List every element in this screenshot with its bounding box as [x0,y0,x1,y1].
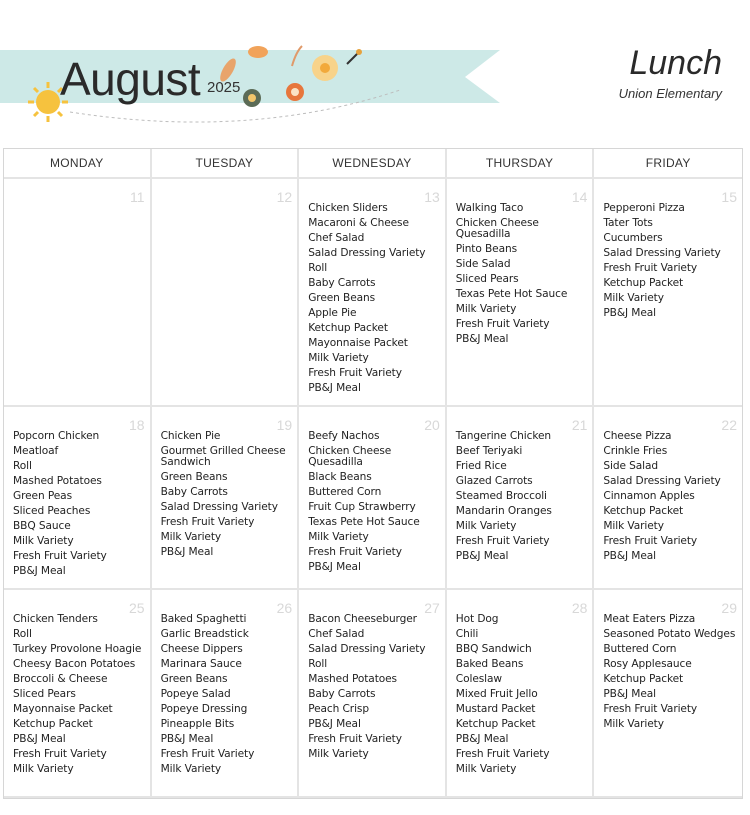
blossom-icon [286,83,304,101]
menu-item-list [603,614,736,730]
menu-item: Chef Salad [308,232,365,244]
bud-icon [248,46,268,58]
menu-item: Walking Taco [455,202,524,214]
menu-item: PB&J Meal [308,382,361,394]
menu-item: Popeye Dressing [160,703,248,715]
menu-item: Chicken Cheese Quesadilla [308,445,392,468]
menu-item: Fresh Fruit Variety [308,367,402,379]
menu-item: Pepperoni Pizza [603,202,685,214]
day-number: 20 [424,417,440,433]
menu-item: Fruit Cup Strawberry [308,501,416,513]
menu-item: Fresh Fruit Variety [455,748,550,760]
menu-item: Fresh Fruit Variety [13,748,107,760]
day-cell [4,590,152,798]
menu-item: Hot Dog [455,613,499,625]
day-number: 19 [276,417,293,433]
calendar-header [0,0,750,140]
menu-item: Green Beans [160,673,228,685]
day-number: 25 [129,600,145,616]
menu-item: Chef Salad [308,628,365,640]
menu-item: Roll [308,262,328,274]
menu-item: Texas Pete Hot Sauce [308,516,420,528]
menu-item: Black Beans [308,471,372,483]
day-cell [4,179,152,407]
menu-item-list [161,431,292,558]
day-number: 21 [571,417,588,433]
menu-item: Mustard Packet [455,703,536,715]
menu-item: Buttered Corn [308,486,382,498]
menu-item: Milk Variety [308,352,369,364]
weekday-header: MONDAY [4,149,152,179]
menu-item: PB&J Meal [308,718,361,730]
day-cell [299,407,447,590]
menu-item: Ketchup Packet [455,718,536,730]
day-cell [447,179,595,407]
menu-item-list [161,614,292,775]
menu-item: Cucumbers [603,232,663,244]
menu-item: Macaroni & Cheese [308,217,409,229]
menu-item: PB&J Meal [603,688,656,700]
menu-item: Side Salad [603,460,659,472]
menu-item-list [308,431,439,573]
menu-item: Cheese Pizza [603,430,672,442]
menu-item: Apple Pie [308,307,357,319]
menu-item: Mayonnaise Packet [13,703,113,715]
weekday-header: WEDNESDAY [299,149,447,179]
day-cell [299,179,447,407]
menu-item: Sliced Pears [455,273,519,285]
menu-item: Gourmet Grilled Cheese Sandwich [160,445,286,468]
flower-icon [312,55,338,81]
menu-item: Roll [308,658,328,670]
menu-item: Popcorn Chicken [13,430,100,442]
menu-item-list [13,614,144,775]
menu-item: Ketchup Packet [603,673,684,685]
menu-item: Green Beans [308,292,376,304]
day-number: 12 [276,189,293,205]
menu-item: Meatloaf [13,445,59,457]
menu-item: Salad Dressing Variety [603,247,721,259]
menu-type-title: Lunch [629,44,722,82]
menu-item: Roll [13,628,32,640]
menu-item: Baked Spaghetti [160,613,247,625]
day-number: 15 [721,189,737,205]
menu-item: Cheese Dippers [160,643,243,655]
menu-item: Cheesy Bacon Potatoes [13,658,136,670]
menu-item: Turkey Provolone Hoagie [13,643,142,655]
dark-flower-icon [243,89,261,107]
menu-item: Milk Variety [160,763,222,775]
menu-item: PB&J Meal [455,333,509,345]
menu-item: PB&J Meal [603,307,656,319]
menu-item: PB&J Meal [455,550,509,562]
menu-item: Bacon Cheeseburger [308,613,417,625]
menu-item: Baby Carrots [160,486,228,498]
menu-item: Tangerine Chicken [455,430,552,442]
day-cell [4,407,152,590]
menu-item: BBQ Sandwich [455,643,532,655]
menu-item: Cinnamon Apples [603,490,695,502]
menu-item: Salad Dressing Variety [603,475,721,487]
menu-item: Fresh Fruit Variety [603,262,698,274]
menu-item: Chili [455,628,479,640]
menu-item-list [456,431,587,562]
menu-item: Green Peas [13,490,72,502]
menu-item-list [13,431,144,577]
menu-item: Mixed Fruit Jello [455,688,538,700]
menu-item: Sliced Pears [13,688,76,700]
menu-item: Milk Variety [455,303,517,315]
menu-item: Glazed Carrots [455,475,533,487]
menu-item: Peach Crisp [308,703,369,715]
menu-item: Salad Dressing Variety [308,247,426,259]
menu-item: Fresh Fruit Variety [455,318,550,330]
menu-item-list [456,614,587,775]
day-cell [152,407,300,590]
month-title: August [60,53,201,105]
menu-item: PB&J Meal [13,733,66,745]
menu-item: Seasoned Potato Wedges [603,628,736,640]
menu-item: Milk Variety [13,535,74,547]
menu-item-list [308,614,439,760]
day-number: 26 [276,600,293,616]
day-cell [152,179,300,407]
menu-item: Milk Variety [308,531,369,543]
menu-item: Milk Variety [160,531,222,543]
menu-item: Pinto Beans [455,243,518,255]
menu-item: Chicken Pie [160,430,221,442]
menu-item: BBQ Sauce [13,520,71,532]
menu-item: Sliced Peaches [13,505,91,517]
menu-item: Baby Carrots [308,277,376,289]
menu-item: Mandarin Oranges [455,505,552,517]
menu-item: Coleslaw [455,673,502,685]
day-number: 14 [571,189,588,205]
menu-item: Milk Variety [455,763,517,775]
menu-item: Baby Carrots [308,688,376,700]
menu-item: Popeye Salad [160,688,231,700]
menu-item: Green Beans [160,471,228,483]
menu-item: Beefy Nachos [308,430,380,442]
menu-item: Milk Variety [603,718,664,730]
day-cell [594,179,742,407]
menu-item: Broccoli & Cheese [13,673,108,685]
menu-item: Marinara Sauce [160,658,242,670]
menu-item: Chicken Cheese Quesadilla [455,217,539,240]
weekday-header: FRIDAY [594,149,742,179]
menu-item: PB&J Meal [160,546,214,558]
menu-item: Beef Teriyaki [455,445,523,457]
menu-item-list [308,203,439,394]
menu-item: Milk Variety [455,520,517,532]
menu-item: Fresh Fruit Variety [603,703,698,715]
menu-item: Pineapple Bits [160,718,235,730]
menu-item: Baked Beans [455,658,524,670]
day-cell [447,407,595,590]
menu-item: Buttered Corn [603,643,677,655]
menu-item: Salad Dressing Variety [160,501,278,513]
menu-item: Meat Eaters Pizza [603,613,696,625]
day-number: 11 [130,189,145,205]
menu-item: Chicken Tenders [13,613,98,625]
menu-item: Rosy Applesauce [603,658,692,670]
day-cell [447,590,595,798]
menu-item: PB&J Meal [13,565,66,577]
menu-item: Milk Variety [308,748,369,760]
menu-item: Garlic Breadstick [160,628,249,640]
menu-item: Milk Variety [603,520,664,532]
day-cell [299,590,447,798]
menu-item: Fresh Fruit Variety [160,516,255,528]
weekday-header: TUESDAY [152,149,300,179]
menu-item: Steamed Broccoli [455,490,547,502]
day-cell [594,407,742,590]
menu-item: PB&J Meal [455,733,509,745]
day-number: 18 [129,417,145,433]
menu-item: Crinkle Fries [603,445,668,457]
menu-item: Fresh Fruit Variety [160,748,255,760]
day-cell [594,590,742,798]
menu-item: PB&J Meal [603,550,656,562]
menu-item: Fresh Fruit Variety [308,733,402,745]
menu-item-list [456,203,587,345]
menu-item: Ketchup Packet [603,505,684,517]
menu-item: Fresh Fruit Variety [308,546,402,558]
menu-item: Milk Variety [13,763,74,775]
menu-item: Ketchup Packet [603,277,684,289]
menu-item: Mashed Potatoes [308,673,397,685]
menu-item-list [603,431,736,562]
menu-item-list [603,203,736,319]
day-number: 27 [424,600,440,616]
menu-item: Mayonnaise Packet [308,337,408,349]
menu-item: PB&J Meal [160,733,214,745]
menu-item: Milk Variety [603,292,664,304]
menu-item: Mashed Potatoes [13,475,102,487]
school-name: Union Elementary [618,86,722,101]
day-number: 22 [721,417,737,433]
menu-item: Salad Dressing Variety [308,643,426,655]
menu-item: Side Salad [455,258,511,270]
menu-item: Chicken Sliders [308,202,388,214]
day-cell [152,590,300,798]
menu-item: Fresh Fruit Variety [455,535,550,547]
menu-item: Ketchup Packet [308,322,388,334]
menu-item: Tater Tots [603,217,653,229]
menu-item: Fresh Fruit Variety [13,550,107,562]
day-number: 29 [721,600,737,616]
day-number: 13 [424,189,440,205]
menu-item: PB&J Meal [308,561,361,573]
menu-item: Ketchup Packet [13,718,93,730]
menu-item: Roll [13,460,32,472]
menu-item: Fried Rice [455,460,507,472]
menu-calendar-grid [3,148,743,799]
menu-item: Texas Pete Hot Sauce [455,288,568,300]
menu-item: Fresh Fruit Variety [603,535,698,547]
day-number: 28 [571,600,588,616]
year-label: 2025 [207,79,241,96]
weekday-header: THURSDAY [447,149,595,179]
